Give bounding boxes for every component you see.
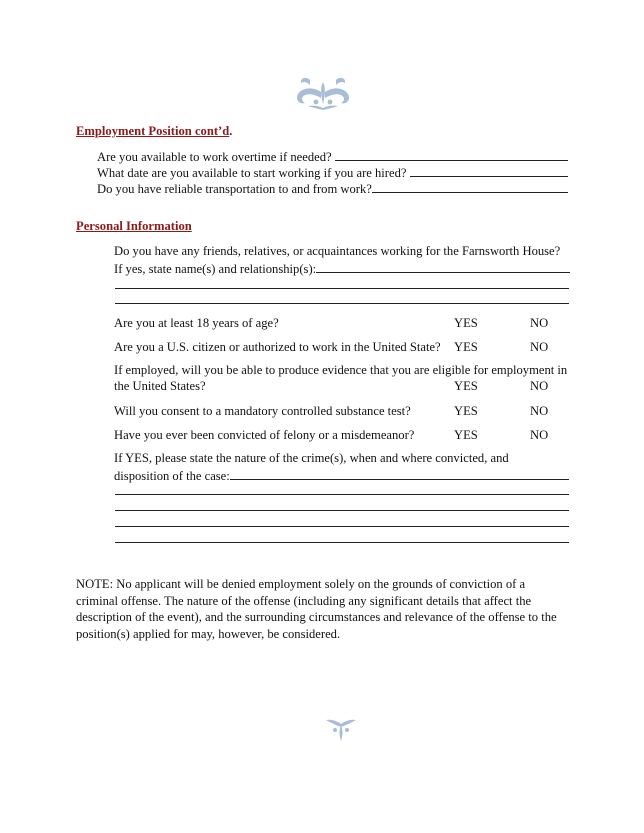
friends-line-2[interactable] (115, 303, 569, 304)
evidence-no-option[interactable]: NO (530, 379, 549, 393)
evidence-question-row-1 (0, 362, 644, 378)
felony-no-option[interactable]: NO (530, 428, 549, 442)
felony-yes-option[interactable]: YES (454, 428, 478, 442)
floral-ornament-icon (324, 716, 358, 742)
friends-question: Do you have any friends, relatives, or acquaintances working for the Farnsworth House? (114, 244, 561, 258)
drug-test-question: Will you consent to a mandatory controlled substance test? (114, 404, 411, 418)
transportation-field[interactable] (372, 180, 568, 193)
employment-section-title (76, 124, 232, 139)
felony-question: Have you ever been convicted of felony or a misdemeanor? (114, 428, 415, 442)
overtime-field[interactable] (335, 148, 568, 161)
overtime-question (97, 148, 568, 165)
start-date-question (97, 164, 568, 181)
crime-question-label: disposition of the case: (114, 469, 230, 483)
drug-test-question-row (0, 403, 644, 419)
overtime-label: Are you available to work overtime if needed? (97, 150, 335, 164)
personal-section-title (76, 219, 192, 234)
crime-question-line2 (114, 467, 569, 484)
age-question-row (0, 315, 644, 331)
friends-followup (114, 260, 570, 277)
personal-title: Personal Information (76, 219, 192, 233)
citizen-question-row (0, 339, 644, 355)
evidence-question-row-2 (0, 378, 644, 394)
drug-test-no-option[interactable]: NO (530, 404, 549, 418)
drug-test-yes-option[interactable]: YES (454, 404, 478, 418)
start-date-label: What date are you available to start working if you are hired? (97, 166, 410, 180)
transportation-label: Do you have reliable transportation to and from work? (97, 182, 372, 196)
floral-ornament-icon (290, 72, 356, 110)
age-no-option[interactable]: NO (530, 316, 549, 330)
start-date-field[interactable] (410, 164, 568, 177)
felony-question-row (0, 427, 644, 443)
friends-line-1[interactable] (115, 288, 569, 289)
age-yes-option[interactable]: YES (454, 316, 478, 330)
friends-field[interactable] (316, 260, 570, 273)
crime-line-2[interactable] (115, 510, 569, 511)
note-paragraph: NOTE: No applicant will be denied employment solely on the grounds of conviction of a criminal offense. The nature of the offense (including any significant details that affect the description of the event), and the surrounding circumstances and relevance of the offense to the position(s) applied for may, however, be considered. (76, 577, 557, 641)
citizen-yes-option[interactable]: YES (454, 340, 478, 354)
crime-line-3[interactable] (115, 526, 569, 527)
crime-line-4[interactable] (115, 542, 569, 543)
friends-followup-label: If yes, state name(s) and relationship(s): (114, 262, 317, 276)
evidence-yes-option[interactable]: YES (454, 379, 478, 393)
employment-title-suffix: . (229, 124, 233, 138)
crime-disposition-field[interactable] (230, 467, 569, 480)
employment-title: Employment Position cont’d (76, 124, 230, 138)
citizen-no-option[interactable]: NO (530, 340, 549, 354)
evidence-question-line2: the United States? (114, 379, 206, 393)
crime-question-line1: If YES, please state the nature of the crime(s), when and where convicted, and (114, 451, 509, 465)
transportation-question (97, 180, 568, 197)
age-question: Are you at least 18 years of age? (114, 316, 279, 330)
crime-line-1[interactable] (115, 494, 569, 495)
citizen-question: Are you a U.S. citizen or authorized to work in the United State? (114, 340, 441, 354)
evidence-question-line1: If employed, will you be able to produce evidence that you are eligible for employment in (114, 363, 568, 377)
